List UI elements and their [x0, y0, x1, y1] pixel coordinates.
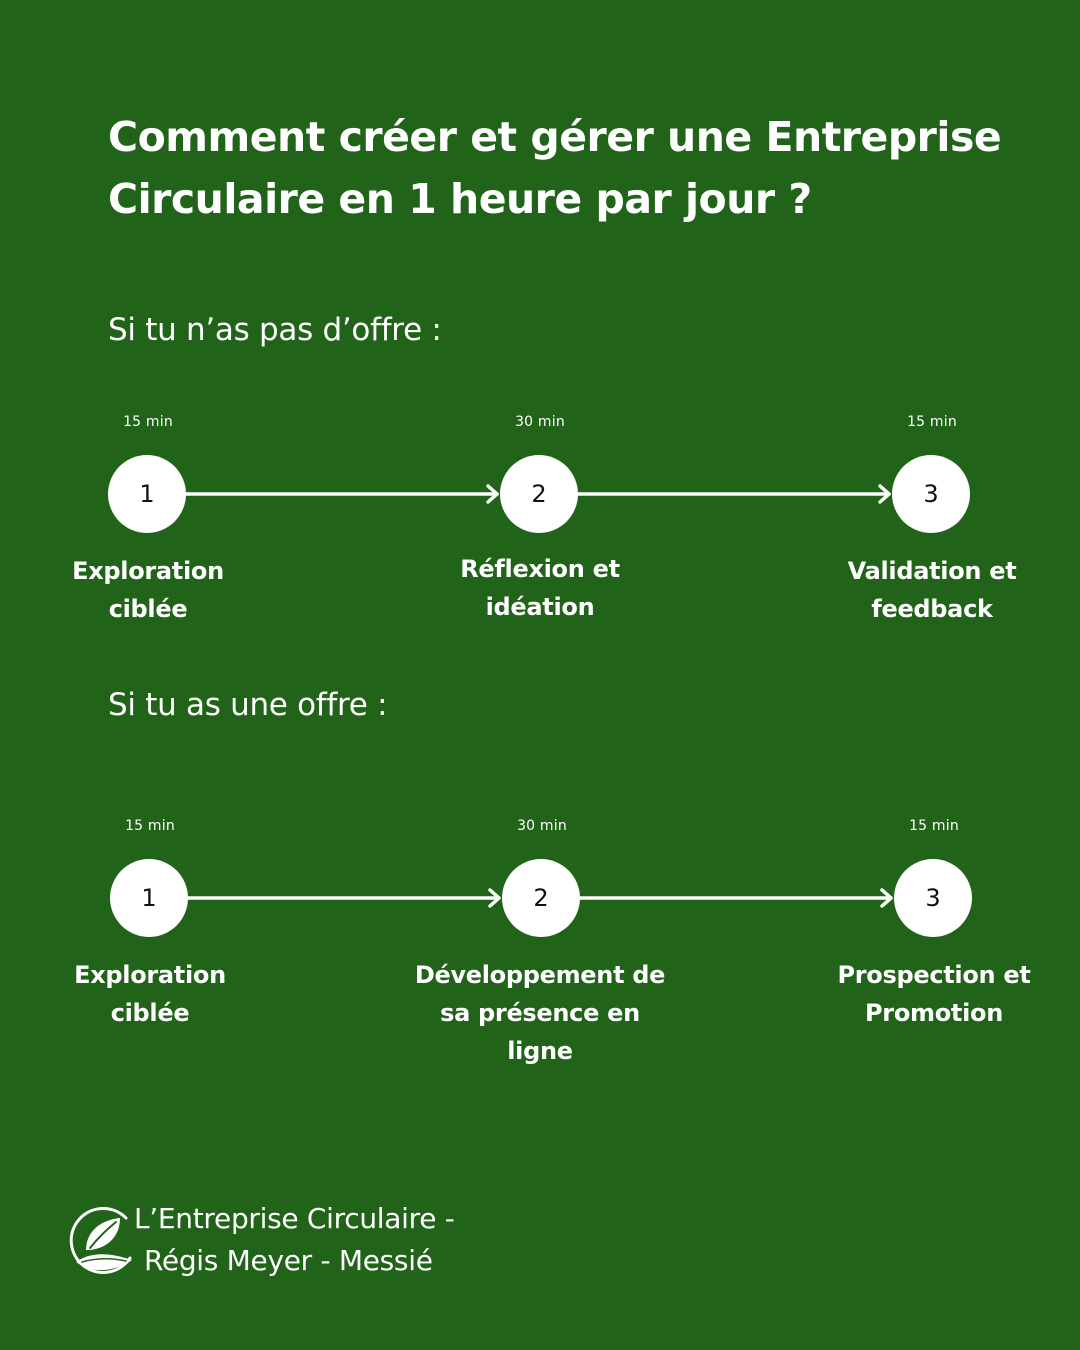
step-label-line: ciblée — [108, 595, 188, 623]
step-label-1 — [8, 552, 288, 628]
step-duration: 30 min — [517, 818, 567, 834]
step-label-2 — [400, 956, 680, 1070]
footer-line-2: Régis Meyer - Messié — [144, 1244, 433, 1277]
step-label-3 — [792, 552, 1072, 628]
flow-no-offer — [0, 400, 1080, 660]
step-duration: 15 min — [909, 818, 959, 834]
page-title — [108, 106, 1008, 230]
step-label-line: ligne — [507, 1037, 573, 1065]
section-heading-with-offer: Si tu as une offre : — [108, 687, 388, 723]
step-circle-2: 2 — [500, 455, 578, 533]
footer-brand — [64, 1198, 564, 1288]
step-circle-2: 2 — [502, 859, 580, 937]
leaf-circle-logo-icon — [64, 1200, 136, 1280]
step-label-line: Réflexion et — [460, 555, 620, 583]
step-circle-1: 1 — [110, 859, 188, 937]
page-title-line-1: Comment créer et gérer une Entreprise — [108, 113, 1002, 161]
step-duration: 15 min — [907, 414, 957, 430]
step-label-line: Développement de — [414, 961, 666, 989]
footer-text — [134, 1198, 455, 1282]
flow-with-offer — [0, 804, 1080, 1064]
step-circle-3: 3 — [892, 455, 970, 533]
footer-line-1: L’Entreprise Circulaire - — [134, 1202, 455, 1235]
step-label-line: idéation — [485, 593, 595, 621]
step-circle-1: 1 — [108, 455, 186, 533]
step-circle-3: 3 — [894, 859, 972, 937]
step-duration: 15 min — [123, 414, 173, 430]
step-label-line: sa présence en — [440, 999, 640, 1027]
step-label-line: Prospection et — [837, 961, 1031, 989]
step-duration: 15 min — [125, 818, 175, 834]
step-label-line: feedback — [871, 595, 993, 623]
step-label-2 — [400, 550, 680, 626]
step-duration: 30 min — [515, 414, 565, 430]
step-label-1 — [10, 956, 290, 1032]
section-heading-no-offer: Si tu n’as pas d’offre : — [108, 312, 442, 348]
step-label-line: Exploration — [74, 961, 226, 989]
page-title-line-2: Circulaire en 1 heure par jour ? — [108, 175, 812, 223]
step-label-line: ciblée — [110, 999, 190, 1027]
step-label-line: Promotion — [865, 999, 1003, 1027]
step-label-line: Validation et — [847, 557, 1017, 585]
step-label-line: Exploration — [72, 557, 224, 585]
step-label-3 — [794, 956, 1074, 1032]
